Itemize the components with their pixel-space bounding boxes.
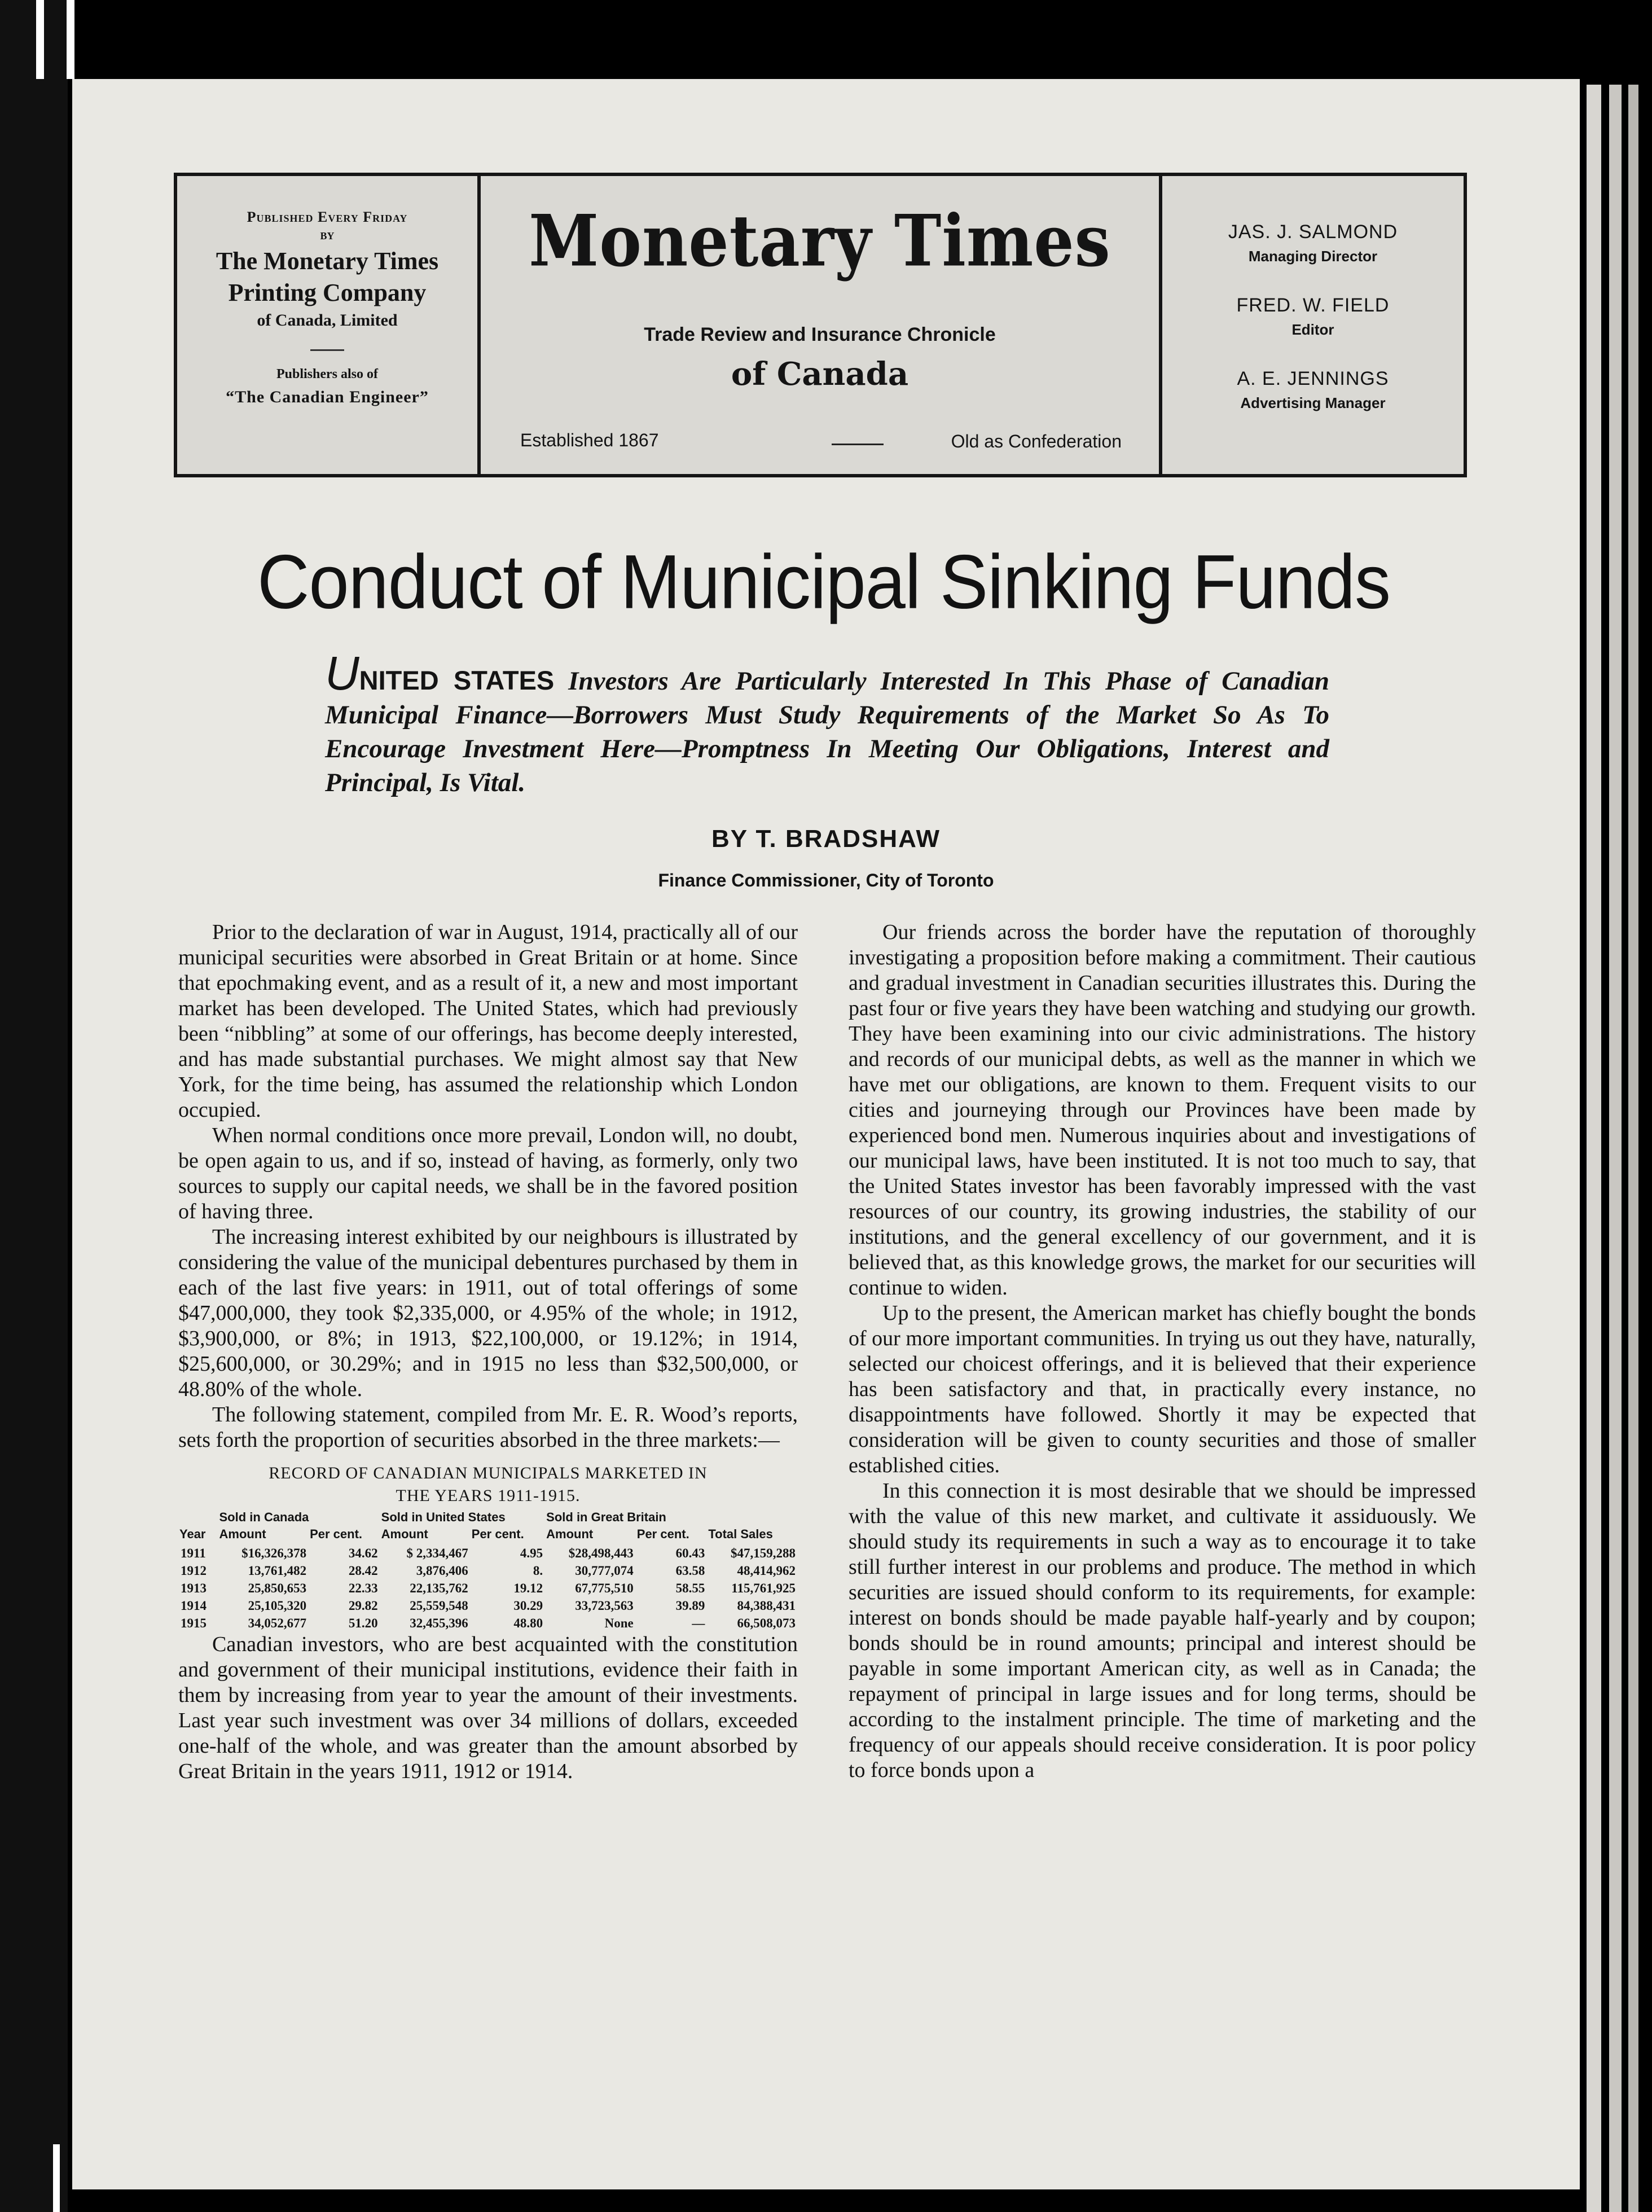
cell: 22.33 — [348, 1581, 378, 1595]
staff-entry — [1162, 295, 1464, 339]
staff-name: JAS. J. SALMOND — [1228, 221, 1398, 243]
article-deck — [325, 647, 1329, 800]
cell: 19.12 — [513, 1581, 543, 1595]
cell: 60.43 — [675, 1546, 705, 1560]
table-row — [178, 1579, 798, 1597]
divider — [832, 444, 884, 445]
staff-name: A. E. JENNINGS — [1237, 368, 1389, 389]
binding-strip — [67, 0, 74, 79]
cell: 29.82 — [348, 1599, 378, 1613]
publishers-also: Publishers also of — [276, 367, 379, 381]
header-percent: Per cent. — [636, 1527, 689, 1541]
cell: 34.62 — [348, 1546, 378, 1560]
article-headline: Conduct of Municipal Sinking Funds — [257, 539, 1390, 625]
municipals-record-table — [178, 1511, 798, 1632]
binding-strip — [53, 2144, 60, 2212]
cell: 34,052,677 — [248, 1616, 307, 1630]
article-byline: BY T. BRADSHAW — [711, 825, 941, 853]
cell: None — [604, 1616, 634, 1630]
cell: $16,326,378 — [241, 1546, 307, 1560]
paragraph: Our friends across the border have the reputation of thoroughly investigating a proposition before making a commitment. Their cautious and gradual investment in Canadian securities illustrates this. During the past four or five years they have been watching and studying our growth. They have been examining into our civic administrations. The history and records of our municipal debts, as well as the manner in which we have met our obligations, are known to them. Frequent visits to our cities and journeying through our Provinces have been made by experienced bond men. Numerous inquiries about and investigations of our municipal laws, have been instituted. It is not too much to say, that the United States investor has been favorably impressed with the vast resources of our country, its growing industries, the stability of our institutions, and the general excellency of our government, and it is believed that, as this knowledge grows, the market for our securities will continue to widen. — [849, 920, 1476, 1300]
cell: 67,775,510 — [575, 1581, 634, 1595]
page-edge — [1587, 85, 1601, 2212]
article-column-left — [178, 920, 798, 1784]
cell: 25,559,548 — [410, 1599, 468, 1613]
article-column-right — [849, 920, 1476, 1783]
staff-entry — [1162, 368, 1464, 412]
paragraph: In this connection it is most desirable that we should be impressed with the value of this new market, and cultivate it assiduously. We should study its requirements in such a way as to encourage it to take still further interest in our problems and produce. The method in which securities are issued should conform to its requirements, for example: interest on bonds should be made payable half-yearly and by coupon; bonds should be in round amounts; principal and interest should be payable in some important American city, as well as in Canada; the repayment of principal in large issues and for long terms, should be according to the instalment principle. The time of marketing and the frequency of our appeals should receive consideration. It is poor policy to force bonds upon a — [849, 1479, 1476, 1782]
staff-role: Editor — [1291, 321, 1334, 338]
cell-year: 1912 — [181, 1564, 206, 1578]
cell: 13,761,482 — [248, 1564, 307, 1578]
header-amount: Amount — [546, 1527, 594, 1541]
table-subheader-row — [178, 1528, 798, 1544]
cell: 32,455,396 — [410, 1616, 468, 1630]
cell-year: 1915 — [181, 1616, 206, 1630]
deck-text: Investors Are Particularly Interested In This Phase of Canadian Municipal Finance—Borrowers Must Study Requirements of the Market So As To Encourage Investment Here—Promptness In Meeting Our Obligations, Interest and Principal, Is Vital. — [325, 666, 1329, 797]
published-every-friday: Published Every Friday — [247, 209, 408, 225]
masthead-staff-panel — [1162, 176, 1464, 474]
paragraph: The increasing interest exhibited by our neighbours is illustrated by considering the value of the municipal debentures purchased by them in each of the last five years: in 1911, out of total offerings of some $47,000,000, they took $2,335,000, or 4.95% of the whole; in 1912, $3,900,000, or 8%; in 1913, $22,100,000, or 19.12%; in 1914, $25,600,000, or 30.29%; and in 1915 no less than $32,500,000, or 48.80% of the whole. — [178, 1225, 798, 1401]
cell: 25,850,653 — [248, 1581, 307, 1595]
deck-leadin: NITED STATES — [359, 665, 555, 695]
cell: 48.80 — [513, 1616, 543, 1630]
cell: 33,723,563 — [575, 1599, 634, 1613]
cell: 3,876,406 — [416, 1564, 468, 1578]
deck-initial: U — [325, 647, 359, 700]
table-row — [178, 1544, 798, 1562]
header-total: Total Sales — [708, 1527, 773, 1541]
cell: 66,508,073 — [737, 1616, 796, 1630]
cell: 4.95 — [520, 1546, 543, 1560]
cell: $28,498,443 — [568, 1546, 634, 1560]
paragraph: When normal conditions once more prevail, London will, no doubt, be open again to us, and if so, instead of having, as formerly, only two sources to supply our capital needs, we shall be in the favored position of having three. — [178, 1123, 798, 1223]
cell: 30,777,074 — [575, 1564, 634, 1578]
masthead-publisher-panel — [177, 176, 481, 474]
divider — [310, 349, 344, 351]
paragraph: Prior to the declaration of war in August, 1914, practically all of our municipal securities were absorbed in Great Britain or at home. Since that epochmaking event, and as a result of it, a new and most important market has been developed. The United States, which had previously been “nibbling” at some of our offerings, has become deeply interested, and has made substantial purchases. We might almost say that New York, for the time being, has assumed the relationship which London occupied. — [178, 920, 798, 1122]
cell-year: 1914 — [181, 1599, 206, 1613]
cell: 63.58 — [675, 1564, 705, 1578]
cell: 25,105,320 — [248, 1599, 307, 1613]
table-title — [178, 1462, 798, 1507]
binding-shadow-left — [0, 0, 68, 2212]
newspaper-subtitle: Trade Review and Insurance Chronicle — [644, 324, 996, 345]
cell: 48,414,962 — [737, 1564, 796, 1578]
cell: 39.89 — [675, 1599, 705, 1613]
header-group: Sold in Canada — [219, 1510, 309, 1524]
staff-name: FRED. W. FIELD — [1236, 295, 1390, 316]
cell: 84,388,431 — [737, 1599, 796, 1613]
staff-role: Managing Director — [1248, 248, 1378, 265]
table-row — [178, 1562, 798, 1579]
author-title: Finance Commissioner, City of Toronto — [658, 870, 994, 890]
paragraph: The following statement, compiled from Mr. E. R. Wood’s reports, sets forth the proportion of securities absorbed in the three markets:— — [178, 1403, 798, 1452]
newspaper-title: Monetary Times — [529, 200, 1111, 283]
cell: 28.42 — [348, 1564, 378, 1578]
cell: 8. — [533, 1564, 543, 1578]
canadian-engineer: “The Canadian Engineer” — [226, 388, 429, 406]
cell: — — [692, 1616, 705, 1630]
cell-year: 1911 — [181, 1546, 206, 1560]
cell: 58.55 — [675, 1581, 705, 1595]
header-amount: Amount — [381, 1527, 428, 1541]
header-percent: Per cent. — [471, 1527, 524, 1541]
cell: $47,159,288 — [731, 1546, 796, 1560]
staff-role: Advertising Manager — [1240, 394, 1386, 411]
table-title-line: RECORD OF CANADIAN MUNICIPALS MARKETED IN — [269, 1464, 708, 1482]
cell: $ 2,334,467 — [406, 1546, 468, 1560]
masthead — [174, 173, 1467, 477]
header-group: Sold in United States — [381, 1510, 506, 1524]
binding-strip — [36, 0, 44, 79]
newspaper-of-canada: of Canada — [731, 356, 909, 393]
publisher-canada: of Canada, Limited — [257, 311, 398, 330]
table-title-line: THE YEARS 1911-1915. — [396, 1486, 581, 1505]
old-as-confederation: Old as Confederation — [951, 431, 1122, 451]
header-amount: Amount — [219, 1527, 266, 1541]
cell: 30.29 — [513, 1599, 543, 1613]
paragraph: Canadian investors, who are best acquainted with the constitution and government of their municipal institutions, evidence their faith in them by increasing from year to year the amount of their investments. Last year such investment was over 34 millions of dollars, exceeded one-half of the whole, and was greater than the amount absorbed by Great Britain in the years 1911, 1912 or 1914. — [178, 1632, 798, 1783]
header-percent: Per cent. — [310, 1527, 363, 1541]
cell: 22,135,762 — [410, 1581, 468, 1595]
cell: 115,761,925 — [731, 1581, 796, 1595]
header-year: Year — [179, 1527, 206, 1541]
page-edge — [1628, 85, 1638, 2212]
paragraph: Up to the present, the American market has chiefly bought the bonds of our more important communities. In trying us out they have, naturally, selected our choicest offerings, and it is believed that their experience has been satisfactory and that, in practically every instance, no disappointments have followed. Shortly it may be expected that consideration will be given to county securities and those of smaller established cities. — [849, 1301, 1476, 1477]
cell-year: 1913 — [181, 1581, 206, 1595]
table-row — [178, 1614, 798, 1632]
masthead-title-panel — [481, 176, 1162, 474]
page-edge — [1609, 85, 1622, 2212]
staff-entry — [1162, 221, 1464, 265]
publisher-by: BY — [320, 230, 335, 242]
established-date: Established 1867 — [520, 430, 659, 450]
publisher-company: The Monetary Times Printing Company — [216, 247, 439, 306]
header-group: Sold in Great Britain — [546, 1510, 666, 1524]
cell: 51.20 — [348, 1616, 378, 1630]
table-header-row — [178, 1511, 798, 1528]
table-row — [178, 1597, 798, 1614]
